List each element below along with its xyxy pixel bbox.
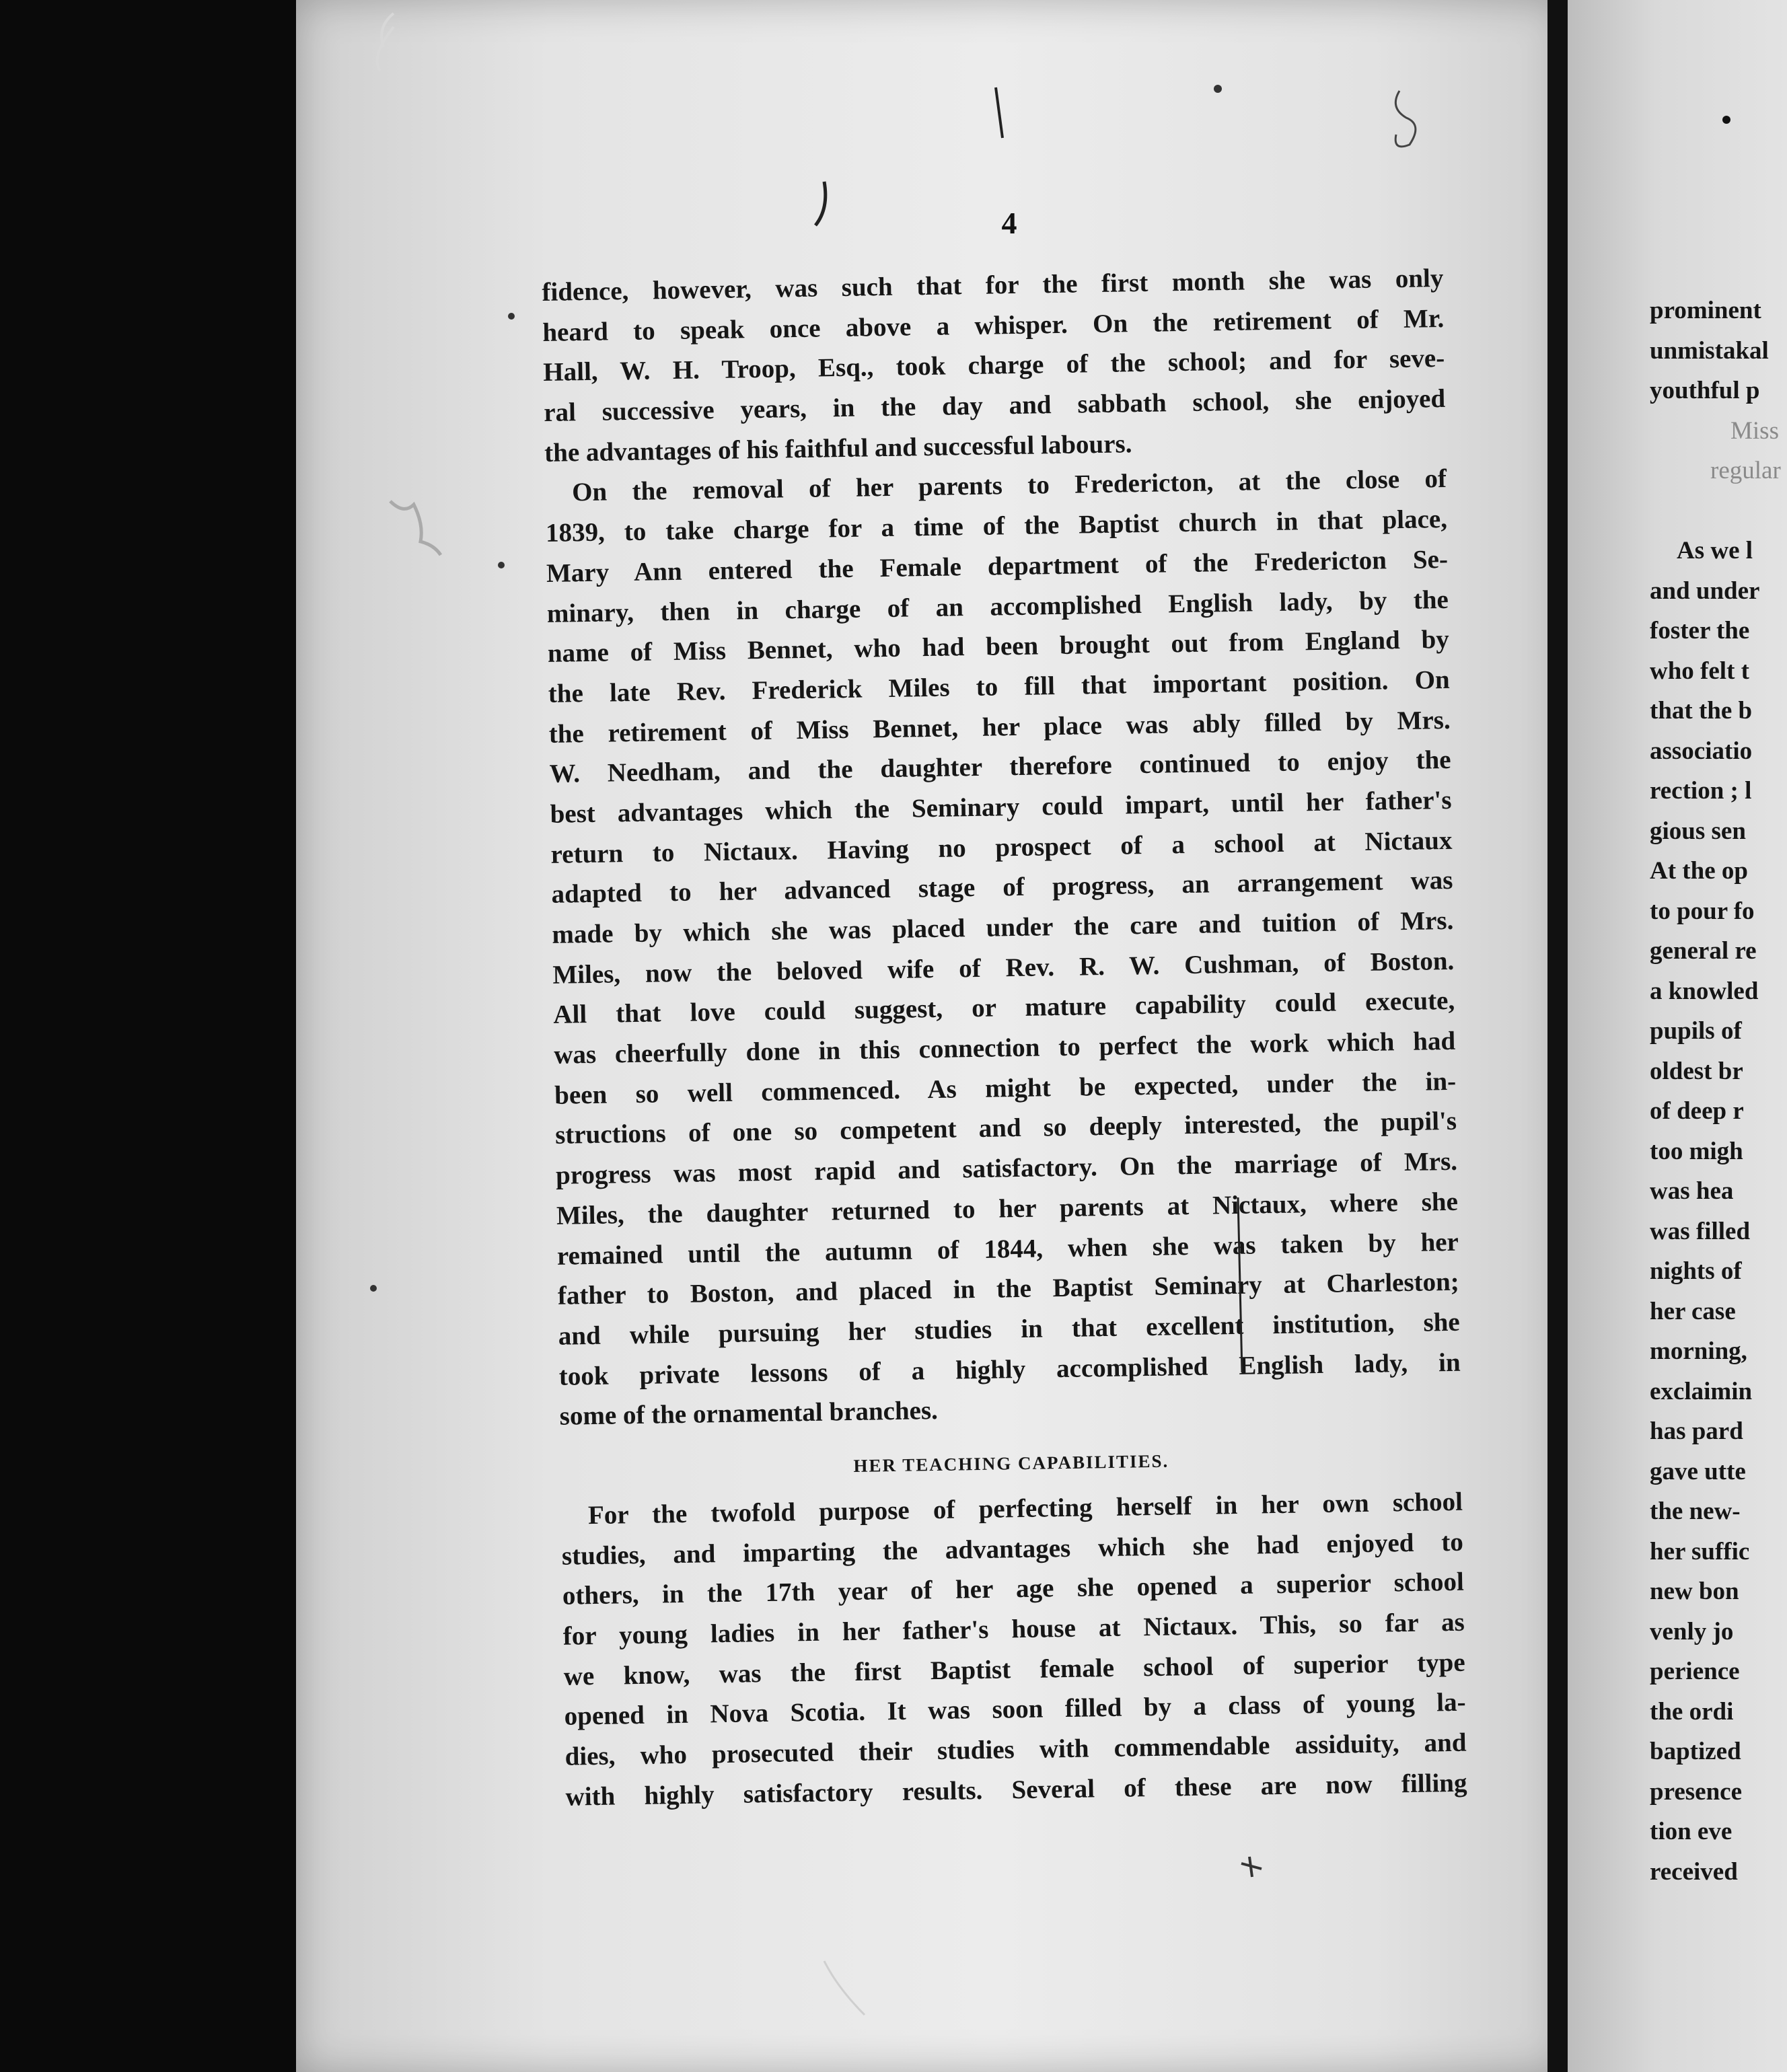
text-line: youthful p — [1650, 377, 1760, 404]
text-line: 1839, to take charge for a time of the Baptist church in that place, — [545, 505, 1448, 548]
text-line: and under — [1650, 577, 1760, 605]
text-line: associatio — [1650, 737, 1753, 765]
text-line: to pour fo — [1650, 897, 1755, 925]
text-line: oldest br — [1650, 1057, 1743, 1085]
pencil-tick-top — [996, 87, 1002, 138]
text-line: name of Miss Bennet, who had been brought out from England by — [547, 625, 1450, 669]
faded-text-line: Miss — [1730, 416, 1779, 445]
text-line: Miles, the daughter returned to her parents at Nictaux, where she — [556, 1187, 1459, 1230]
margin-squiggle — [390, 501, 441, 555]
pencil-mark-top-left — [377, 13, 394, 71]
text-line: some of the ornamental branches. — [559, 1396, 939, 1432]
text-line: with highly satisfactory results. Several of these are now filling — [565, 1768, 1467, 1812]
text-line: As we l — [1677, 537, 1753, 564]
text-line: gave utte — [1650, 1457, 1746, 1485]
text-line: received — [1650, 1857, 1738, 1886]
text-line: minary, then in charge of an accomplished English lady, by the — [546, 585, 1449, 628]
text-line: we know, was the first Baptist female school of superior type — [563, 1648, 1465, 1691]
text-line: venly jo — [1650, 1617, 1734, 1645]
text-line: remained until the autumn of 1844, when she was taken by her — [556, 1227, 1459, 1271]
text-line: nights of — [1650, 1257, 1742, 1285]
text-line: and while pursuing her studies in that excellent institution, she — [558, 1307, 1461, 1351]
text-line: structions of one so competent and so deeply interested, the pupil's — [554, 1107, 1457, 1150]
ink-curve-bottom — [824, 1961, 865, 2015]
text-line: new bon — [1650, 1578, 1739, 1605]
text-line: the late Rev. Frederick Miles to fill that important position. On — [548, 665, 1451, 708]
text-line: others, in the 17th year of her age she opened a superior school — [562, 1567, 1465, 1611]
text-line: been so well commenced. As might be expected, under the in- — [554, 1066, 1457, 1110]
text-line: All that love could suggest, or mature capability could execute, — [553, 986, 1455, 1030]
text-line: tion eve — [1650, 1818, 1733, 1845]
text-line: of deep r — [1650, 1097, 1744, 1125]
text-line: Hall, W. H. Troop, Esq., took charge of the school; and for seve- — [543, 344, 1445, 387]
text-line: has pard — [1650, 1417, 1743, 1445]
section-heading: HER TEACHING CAPABILITIES. — [853, 1450, 1169, 1476]
text-line: On the removal of her parents to Fredericton, at the close of — [571, 464, 1447, 507]
text-line: took private lessons of a highly accomplished English lady, in — [558, 1347, 1461, 1391]
ink-spot — [370, 1285, 377, 1292]
text-line: For the twofold purpose of perfecting herself in her own school — [587, 1487, 1463, 1530]
text-line: presence — [1650, 1777, 1742, 1806]
text-line: rection ; l — [1650, 777, 1752, 805]
text-line: adapted to her advanced stage of progress, an arrangement was — [551, 866, 1453, 910]
text-line: heard to speak once above a whisper. On the retirement of Mr. — [542, 303, 1445, 347]
text-line: the retirement of Miss Bennet, her place was ably filled by Mrs. — [548, 705, 1451, 749]
text-line: foster the — [1650, 617, 1750, 644]
text-line: At the op — [1650, 857, 1748, 885]
text-line: ral successive years, in the day and sabbath school, she enjoyed — [543, 383, 1446, 428]
text-line: perience — [1650, 1658, 1740, 1685]
text-line: that the b — [1650, 697, 1753, 725]
text-line: father to Boston, and placed in the Baptist Seminary at Charleston; — [557, 1267, 1460, 1310]
text-line: was filled — [1650, 1217, 1751, 1245]
text-line: morning, — [1650, 1337, 1747, 1365]
ink-spot — [498, 562, 505, 568]
text-line: studies, and imparting the advantages which she had enjoyed to — [561, 1527, 1464, 1571]
ink-mark-bottom — [1241, 1857, 1262, 1877]
text-line: prominent — [1650, 297, 1761, 324]
text-line: Miles, now the beloved wife of Rev. R. W. Cushman, of Boston. — [552, 946, 1455, 990]
text-line: her suffic — [1650, 1537, 1750, 1565]
text-line: was hea — [1650, 1177, 1734, 1205]
ink-spot — [1214, 85, 1222, 93]
text-line: gious sen — [1650, 817, 1746, 845]
text-line: the advantages of his faithful and successful labours. — [544, 429, 1132, 468]
text-line: general re — [1650, 937, 1757, 965]
text-line: too migh — [1650, 1137, 1743, 1165]
ink-spot — [508, 313, 515, 320]
text-line: made by which she was placed under the care and tuition of Mrs. — [552, 905, 1454, 949]
text-line: baptized — [1650, 1738, 1741, 1765]
text-line: return to Nictaux. Having no prospect of a school at Nictaux — [550, 825, 1453, 869]
text-line: for young ladies in her father's house at Nictaux. This, so far as — [562, 1607, 1465, 1651]
text-line: W. Needham, and the daughter therefore continued to enjoy the — [549, 745, 1451, 789]
ink-dash — [1238, 1197, 1242, 1372]
text-line: the ordi — [1650, 1697, 1734, 1726]
text-line: progress was most rapid and satisfactory. On the marriage of Mrs. — [555, 1146, 1458, 1190]
page-number: 4 — [1001, 206, 1017, 240]
text-line: pupils of — [1650, 1017, 1742, 1045]
pencil-number-mark — [1395, 91, 1416, 147]
text-line: was cheerfully done in this connection to perfect the work which had — [553, 1026, 1456, 1070]
text-line: fidence, however, was such that for the first month she was only — [542, 263, 1444, 307]
text-line: her case — [1650, 1297, 1736, 1325]
text-line: the new- — [1650, 1497, 1741, 1525]
text-line: a knowled — [1650, 977, 1759, 1005]
text-line: who felt t — [1650, 657, 1749, 685]
text-line: exclaimin — [1650, 1377, 1753, 1405]
text-line: Mary Ann entered the Female department of the Fredericton Se- — [546, 544, 1449, 588]
text-line: opened in Nova Scotia. It was soon filled by a class of young la- — [564, 1688, 1466, 1732]
faded-text-line: regular — [1710, 457, 1781, 484]
pencil-tick-mid — [815, 182, 826, 225]
text-line: best advantages which the Seminary could impart, until her father's — [550, 785, 1452, 829]
text-line: dies, who prosecuted their studies with commendable assiduity, and — [564, 1728, 1467, 1771]
text-line: unmistakal — [1650, 336, 1769, 365]
